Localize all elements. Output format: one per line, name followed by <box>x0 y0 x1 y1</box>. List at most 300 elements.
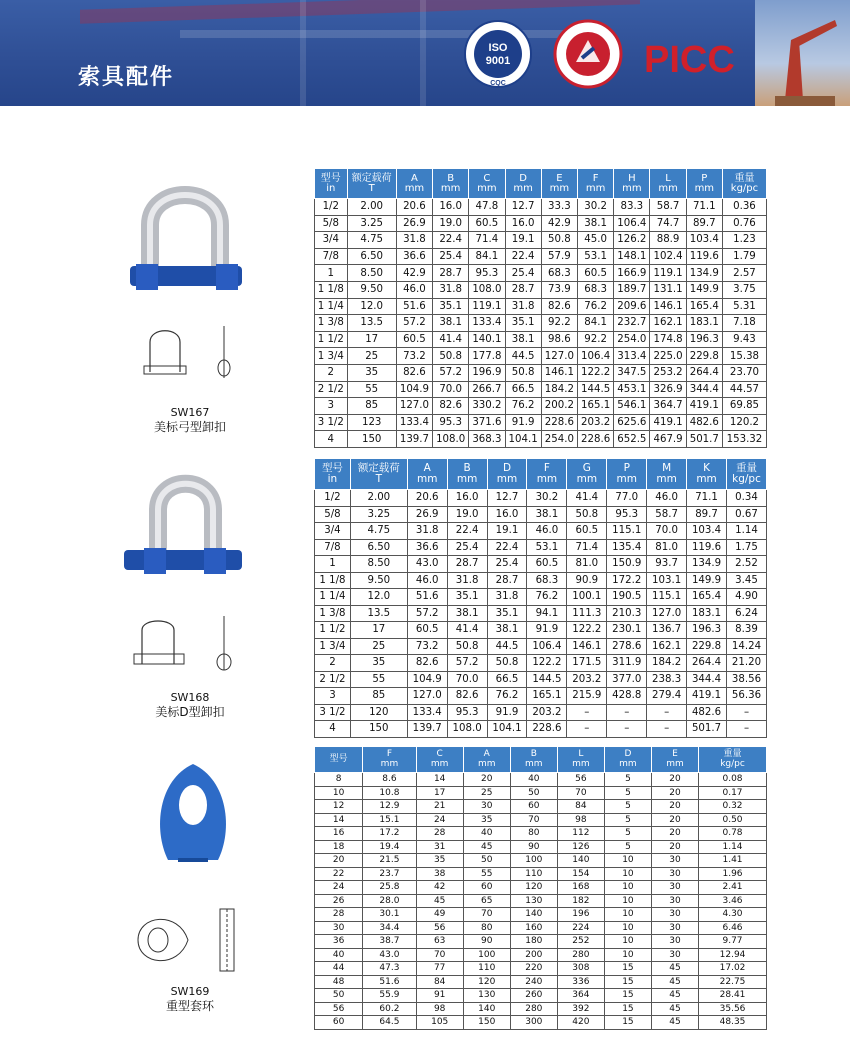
table-cell: 1.75 <box>727 539 767 556</box>
table-row <box>315 556 767 573</box>
sw169-spec-table <box>314 746 767 1030</box>
table-cell: 31.8 <box>447 572 487 589</box>
table-cell: 347.5 <box>614 364 650 381</box>
column-header-unit: T <box>368 182 375 194</box>
table-cell: 482.6 <box>687 704 727 721</box>
column-header-label: 型号 <box>329 753 348 764</box>
column-header-label: C <box>483 172 491 184</box>
table-cell: 103.1 <box>647 572 687 589</box>
table-row <box>315 331 767 348</box>
table-cell: 49 <box>416 908 463 922</box>
table-cell: 9.50 <box>350 572 407 589</box>
table-cell: 56 <box>315 1002 363 1016</box>
table-cell: 50.8 <box>487 655 527 672</box>
column-header-label: 重量 <box>736 462 757 474</box>
table-cell: 36 <box>315 935 363 949</box>
table-cell: 57.2 <box>433 364 469 381</box>
table-cell: 26.9 <box>396 215 432 232</box>
table-cell: 38.56 <box>727 671 767 688</box>
table-cell: 30 <box>651 867 698 881</box>
table-cell: 17.2 <box>363 827 416 841</box>
table-cell: 85 <box>350 688 407 705</box>
table-cell: 19.1 <box>505 232 541 249</box>
table-cell: 2.57 <box>722 265 766 282</box>
table-cell: 57.2 <box>396 315 432 332</box>
table-cell: 17 <box>350 622 407 639</box>
table-cell: 148.1 <box>614 248 650 265</box>
table-cell: 0.34 <box>727 490 767 507</box>
table-cell: 35 <box>416 854 463 868</box>
column-header <box>433 169 469 199</box>
table-row <box>315 381 767 398</box>
table-cell: 66.5 <box>487 671 527 688</box>
column-header-unit: mm <box>616 473 637 485</box>
table-cell: – <box>647 704 687 721</box>
table-cell: 2.41 <box>699 881 767 895</box>
table-cell: 133.4 <box>469 315 505 332</box>
iso-9001-logo <box>462 18 534 90</box>
table-cell: 4.75 <box>347 232 396 249</box>
column-header-unit: mm <box>477 182 497 194</box>
column-header <box>727 459 767 490</box>
table-cell: 108.0 <box>433 431 469 448</box>
column-header-label: F <box>543 462 550 474</box>
table-cell: 35.56 <box>699 1002 767 1016</box>
column-header-label: F <box>386 749 393 759</box>
table-cell: 264.4 <box>686 364 722 381</box>
table-cell: 53.1 <box>527 539 567 556</box>
table-cell: 122.2 <box>567 622 607 639</box>
column-header-label: B <box>530 749 537 759</box>
table-cell: 264.4 <box>687 655 727 672</box>
table-cell: 76.2 <box>487 688 527 705</box>
table-cell: 51.6 <box>363 975 416 989</box>
table-cell: 41.4 <box>567 490 607 507</box>
table-cell: 65 <box>463 894 510 908</box>
table-cell: 31.8 <box>396 232 432 249</box>
banner-beam <box>180 30 600 38</box>
table-cell: 45 <box>651 1002 698 1016</box>
table-cell: 88.9 <box>650 232 686 249</box>
table-cell: 57.2 <box>447 655 487 672</box>
table-cell: 313.4 <box>614 348 650 365</box>
table-cell: 100.1 <box>567 589 607 606</box>
table-cell: 43.0 <box>407 556 447 573</box>
column-header-label: 额定载荷 <box>351 172 392 184</box>
column-header-label: A <box>483 749 490 759</box>
table-cell: 81.0 <box>647 539 687 556</box>
table-cell: 111.3 <box>567 605 607 622</box>
column-header-unit: mm <box>525 758 543 769</box>
table-cell: 139.7 <box>407 721 447 738</box>
table-cell: 501.7 <box>687 721 727 738</box>
table-cell: 110 <box>510 867 557 881</box>
table-cell: 28 <box>315 908 363 922</box>
table-cell: 266.7 <box>469 381 505 398</box>
table-cell: 70.0 <box>647 523 687 540</box>
table-cell: 76.2 <box>505 398 541 415</box>
table-cell: 10 <box>604 935 651 949</box>
bow-shackle-image <box>120 180 250 310</box>
table-cell: 131.1 <box>650 281 686 298</box>
table-cell: 30 <box>651 908 698 922</box>
table-row <box>315 813 767 827</box>
column-header <box>347 169 396 199</box>
table-cell: 36.6 <box>407 539 447 556</box>
table-cell: 6.50 <box>347 248 396 265</box>
table-row <box>315 605 767 622</box>
table-cell: 28.41 <box>699 989 767 1003</box>
table-cell: 70.0 <box>447 671 487 688</box>
table-cell: 60.5 <box>407 622 447 639</box>
column-header <box>463 747 510 773</box>
table-cell: 40 <box>315 948 363 962</box>
table-cell: 35 <box>347 364 396 381</box>
table-cell: 91.9 <box>505 414 541 431</box>
table-cell: 0.76 <box>722 215 766 232</box>
table-cell: 8.50 <box>350 556 407 573</box>
column-header <box>315 169 348 199</box>
column-header-unit: kg/pc <box>732 473 761 485</box>
table-cell: 30 <box>651 854 698 868</box>
table-cell: 30 <box>651 921 698 935</box>
table-cell: 210.3 <box>607 605 647 622</box>
picc-logo <box>644 38 744 78</box>
table-cell: 453.1 <box>614 381 650 398</box>
table-cell: 13.5 <box>350 605 407 622</box>
column-header-unit: mm <box>696 473 717 485</box>
table-row <box>315 704 767 721</box>
product-name: 重型套环 <box>165 999 214 1013</box>
table-cell: 31.8 <box>487 589 527 606</box>
table-cell: 31.8 <box>407 523 447 540</box>
table-cell: 30.1 <box>363 908 416 922</box>
column-header-label: L <box>665 172 671 184</box>
table-cell: 419.1 <box>687 688 727 705</box>
table-cell: 63 <box>416 935 463 949</box>
table-cell: 220 <box>510 962 557 976</box>
table-cell: 3.46 <box>699 894 767 908</box>
table-cell: 150 <box>350 721 407 738</box>
table-cell: 26 <box>315 894 363 908</box>
sw168-spec-table <box>314 458 767 738</box>
table-cell: 0.67 <box>727 506 767 523</box>
table-cell: – <box>727 721 767 738</box>
table-cell: 90 <box>510 840 557 854</box>
table-cell: 2 <box>315 364 348 381</box>
table-cell: 123 <box>347 414 396 431</box>
column-header <box>614 169 650 199</box>
column-header <box>363 747 416 773</box>
table-cell: 25 <box>347 348 396 365</box>
table-cell: 38.1 <box>447 605 487 622</box>
table-cell: 160 <box>510 921 557 935</box>
table-cell: 20.6 <box>407 490 447 507</box>
table-cell: 174.8 <box>650 331 686 348</box>
table-cell: 58.7 <box>650 199 686 216</box>
column-header <box>416 747 463 773</box>
table-cell: 22.4 <box>447 523 487 540</box>
table-row <box>315 948 767 962</box>
table-cell: 134.9 <box>687 556 727 573</box>
table-cell: 19.0 <box>447 506 487 523</box>
table-cell: 23.70 <box>722 364 766 381</box>
table-cell: 0.78 <box>699 827 767 841</box>
column-header-unit: mm <box>456 473 478 485</box>
table-cell: 7/8 <box>315 539 351 556</box>
column-header-unit: mm <box>658 182 678 194</box>
table-cell: 56.36 <box>727 688 767 705</box>
table-cell: 19.4 <box>363 840 416 854</box>
bow-shackle-drawing <box>140 322 250 382</box>
table-cell: 16.0 <box>487 506 527 523</box>
table-cell: 16.0 <box>505 215 541 232</box>
table-cell: 133.4 <box>407 704 447 721</box>
column-header-label: E <box>556 172 563 184</box>
table-cell: 652.5 <box>614 431 650 448</box>
table-cell: 200 <box>510 948 557 962</box>
table-cell: 1.14 <box>699 840 767 854</box>
table-cell: 183.1 <box>686 315 722 332</box>
heavy-thimble-image <box>148 760 238 870</box>
table-cell: 134.9 <box>686 265 722 282</box>
column-header <box>396 169 432 199</box>
table-cell: 73.9 <box>541 281 577 298</box>
table-row <box>315 199 767 216</box>
table-cell: 44.5 <box>505 348 541 365</box>
table-cell: 45 <box>463 840 510 854</box>
table-cell: 104.1 <box>487 721 527 738</box>
table-cell: 12.94 <box>699 948 767 962</box>
table-cell: 98 <box>557 813 604 827</box>
table-cell: 95.3 <box>433 414 469 431</box>
table-cell: 9.43 <box>722 331 766 348</box>
table-cell: 254.0 <box>614 331 650 348</box>
table-cell: 308 <box>557 962 604 976</box>
column-header-unit: mm <box>666 758 684 769</box>
table-cell: 1 1/8 <box>315 281 348 298</box>
table-cell: 203.2 <box>527 704 567 721</box>
table-cell: 10 <box>604 921 651 935</box>
table-cell: 45 <box>416 894 463 908</box>
column-header-label: 型号 <box>320 172 341 184</box>
table-cell: 371.6 <box>469 414 505 431</box>
table-cell: 66.5 <box>505 381 541 398</box>
table-cell: 5/8 <box>315 215 348 232</box>
table-cell: – <box>607 721 647 738</box>
table-header-row <box>315 169 767 199</box>
table-cell: 106.4 <box>614 215 650 232</box>
column-header-label: G <box>582 462 591 474</box>
table-cell: 84.1 <box>577 315 613 332</box>
table-cell: 3.75 <box>722 281 766 298</box>
column-header <box>686 169 722 199</box>
table-cell: 60.5 <box>567 523 607 540</box>
table-cell: 51.6 <box>407 589 447 606</box>
table-cell: 2.52 <box>727 556 767 573</box>
table-cell: 50 <box>510 786 557 800</box>
column-header-unit: mm <box>622 182 642 194</box>
column-header <box>651 747 698 773</box>
table-row <box>315 232 767 249</box>
table-cell: 25.4 <box>433 248 469 265</box>
column-header-label: M <box>662 462 672 474</box>
table-cell: 180 <box>510 935 557 949</box>
table-cell: 38.1 <box>487 622 527 639</box>
column-header <box>541 169 577 199</box>
table-cell: 30.2 <box>527 490 567 507</box>
table-cell: 377.0 <box>607 671 647 688</box>
table-cell: 36.6 <box>396 248 432 265</box>
table-cell: 47.8 <box>469 199 505 216</box>
column-header-unit: mm <box>496 473 518 485</box>
table-cell: 238.3 <box>647 671 687 688</box>
column-header-unit: mm <box>536 473 558 485</box>
table-cell: 5 <box>604 800 651 814</box>
table-cell: 4.90 <box>727 589 767 606</box>
table-cell: 140 <box>463 1002 510 1016</box>
table-cell: 82.6 <box>407 655 447 672</box>
table-row <box>315 589 767 606</box>
table-cell: 280 <box>557 948 604 962</box>
table-row <box>315 364 767 381</box>
table-cell: 60.5 <box>469 215 505 232</box>
table-cell: 419.1 <box>650 414 686 431</box>
table-cell: 140 <box>510 908 557 922</box>
table-cell: 3/4 <box>315 232 348 249</box>
table-cell: 102.4 <box>650 248 686 265</box>
table-cell: 81.0 <box>567 556 607 573</box>
table-cell: 149.9 <box>687 572 727 589</box>
table-cell: 1 3/4 <box>315 348 348 365</box>
table-cell: 133.4 <box>396 414 432 431</box>
table-cell: 85 <box>347 398 396 415</box>
column-header-unit: mm <box>430 758 449 769</box>
table-cell: 115.1 <box>647 589 687 606</box>
table-cell: 419.1 <box>686 398 722 415</box>
table-cell: 165.4 <box>686 298 722 315</box>
table-cell: 22.4 <box>487 539 527 556</box>
table-cell: 57.9 <box>541 248 577 265</box>
table-cell: 1 1/2 <box>315 331 348 348</box>
table-cell: 12.7 <box>487 490 527 507</box>
column-header <box>407 459 447 490</box>
table-cell: 69.85 <box>722 398 766 415</box>
table-cell: 35.1 <box>433 298 469 315</box>
table-row <box>315 1002 767 1016</box>
product-caption-sw169 <box>125 984 255 1014</box>
table-cell: 196.3 <box>686 331 722 348</box>
table-cell: 12.7 <box>505 199 541 216</box>
table-cell: 30 <box>651 881 698 895</box>
table-cell: 43.0 <box>363 948 416 962</box>
column-header <box>315 747 363 773</box>
table-cell: 91 <box>416 989 463 1003</box>
table-cell: 103.4 <box>686 232 722 249</box>
table-row <box>315 414 767 431</box>
page-title: 索具配件 <box>78 65 175 90</box>
table-cell: 392 <box>557 1002 604 1016</box>
table-row <box>315 622 767 639</box>
table-cell: 139.7 <box>396 431 432 448</box>
table-row <box>315 688 767 705</box>
table-cell: 20 <box>651 786 698 800</box>
column-header-label: F <box>592 172 599 184</box>
table-cell: 30 <box>651 894 698 908</box>
column-header <box>577 169 613 199</box>
table-row <box>315 539 767 556</box>
table-cell: 15 <box>604 962 651 976</box>
column-header-label: 重量 <box>734 172 755 184</box>
table-cell: 4 <box>315 721 351 738</box>
table-cell: 80 <box>510 827 557 841</box>
column-header-unit: mm <box>576 473 598 485</box>
table-cell: 119.1 <box>650 265 686 282</box>
banner-beam <box>420 0 426 106</box>
table-cell: 42 <box>416 881 463 895</box>
table-cell: 144.5 <box>527 671 567 688</box>
column-header <box>350 459 407 490</box>
table-row <box>315 281 767 298</box>
table-cell: 127.0 <box>396 398 432 415</box>
table-cell: 70 <box>510 813 557 827</box>
column-header-label: D <box>502 462 512 474</box>
table-row <box>315 827 767 841</box>
table-row <box>315 1016 767 1030</box>
table-cell: 190.5 <box>607 589 647 606</box>
table-row <box>315 572 767 589</box>
table-cell: 16 <box>315 827 363 841</box>
table-cell: 55 <box>347 381 396 398</box>
table-cell: 74.7 <box>650 215 686 232</box>
crane-photo <box>755 0 850 106</box>
table-cell: 166.9 <box>614 265 650 282</box>
table-row <box>315 975 767 989</box>
table-cell: 21.20 <box>727 655 767 672</box>
table-cell: 4 <box>315 431 348 448</box>
table-header-row <box>315 459 767 490</box>
banner-beam <box>300 0 306 106</box>
table-cell: 5 <box>604 786 651 800</box>
table-cell: 2 <box>315 655 351 672</box>
table-row <box>315 921 767 935</box>
table-cell: 103.4 <box>687 523 727 540</box>
table-cell: 20 <box>651 840 698 854</box>
column-header-label: C <box>436 749 443 759</box>
table-row <box>315 867 767 881</box>
product-caption-sw168 <box>125 690 255 720</box>
table-cell: 625.6 <box>614 414 650 431</box>
table-cell: 15.1 <box>363 813 416 827</box>
table-cell: 20 <box>651 827 698 841</box>
table-cell: 196.9 <box>469 364 505 381</box>
column-header-label: D <box>624 749 632 759</box>
table-cell: 100 <box>510 854 557 868</box>
table-cell: 35.1 <box>487 605 527 622</box>
table-cell: 0.32 <box>699 800 767 814</box>
table-cell: 46.0 <box>407 572 447 589</box>
column-header-unit: kg/pc <box>730 182 759 194</box>
column-header <box>510 747 557 773</box>
table-cell: 12.0 <box>350 589 407 606</box>
table-cell: 15 <box>604 1016 651 1030</box>
table-cell: 14.24 <box>727 638 767 655</box>
table-cell: 38.1 <box>527 506 567 523</box>
table-cell: 38.1 <box>505 331 541 348</box>
table-cell: 330.2 <box>469 398 505 415</box>
table-row <box>315 962 767 976</box>
table-cell: 336 <box>557 975 604 989</box>
